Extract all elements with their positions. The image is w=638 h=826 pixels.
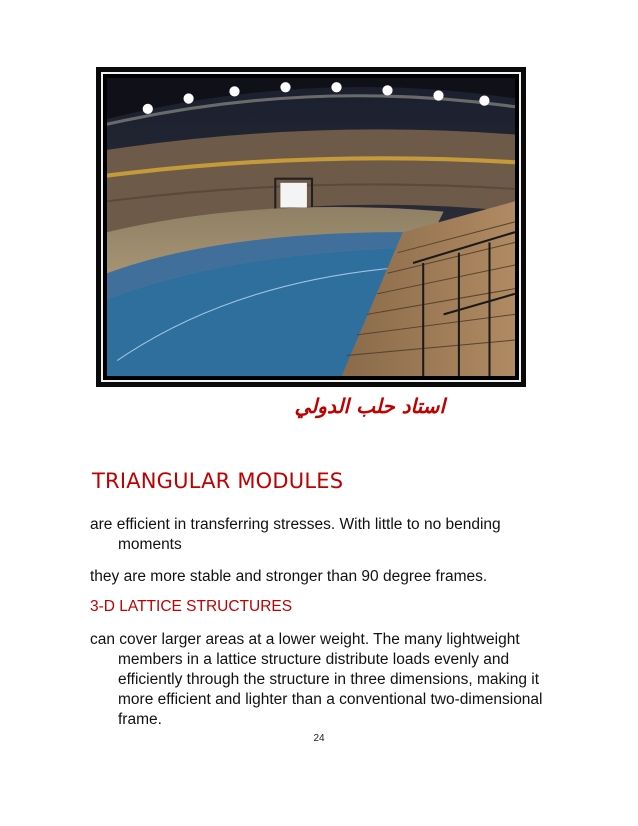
sub-heading: 3-D LATTICE STRUCTURES — [90, 598, 293, 615]
paragraph-2: they are more stable and stronger than 90 degree frames. — [90, 568, 488, 585]
stadium-photo-image — [101, 72, 521, 382]
section-heading: TRIANGULAR MODULES — [92, 469, 344, 493]
stadium-illustration — [107, 78, 515, 376]
stadium-photo — [96, 67, 526, 387]
photo-caption: استاد حلب الدولي — [294, 394, 445, 418]
page-number: 24 — [313, 733, 325, 744]
paragraph-1: are efficient in transferring stresses. With little to no bending moments — [90, 516, 501, 553]
paragraph-3: can cover larger areas at a lower weight. The many lightweight members in a lattice structure distribute loads evenly and efficiently through the structure in three dimensions, making it more efficient and lighter than a conventional two-dimensional frame. — [90, 631, 543, 728]
